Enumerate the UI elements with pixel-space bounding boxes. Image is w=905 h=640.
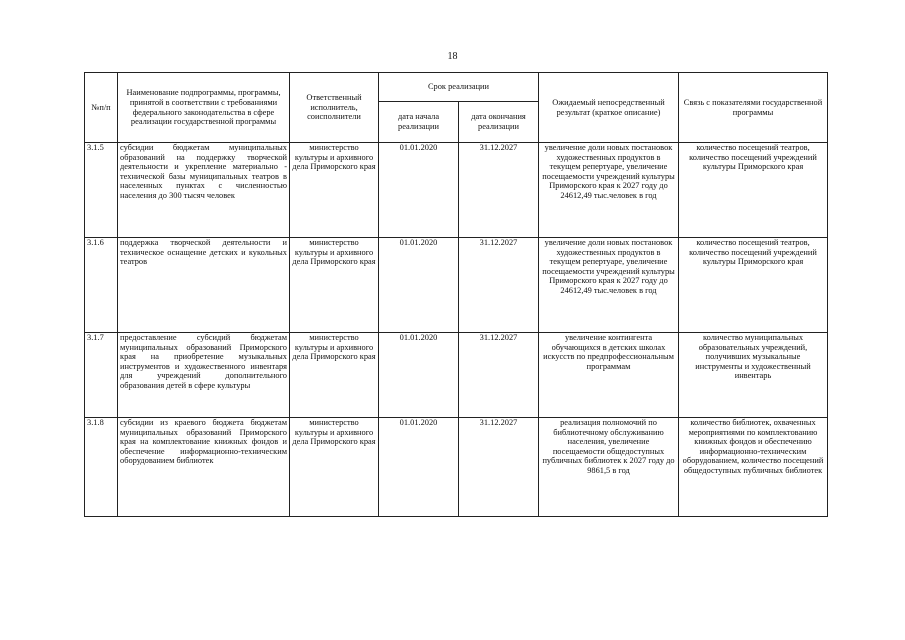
row-end: 31.12.2027 [459,143,539,238]
row-link: количество библиотек, охваченных мероприятиями по комплектованию книжных фондов и обеспечению информационно-техническим оборудованием, количество посещений общедоступных публичных библиотек [679,418,828,517]
row-num: 3.1.6 [85,238,118,333]
row-start: 01.01.2020 [379,143,459,238]
row-executor: министерство культуры и архивного дела Приморского края [290,418,379,517]
header-start: дата начала реализации [379,102,459,143]
row-num: 3.1.7 [85,333,118,418]
row-start: 01.01.2020 [379,238,459,333]
row-result: увеличение доли новых постановок художественных продуктов в текущем репертуаре, увеличение посещаемости учреждений культуры Приморского края к 2027 году до 24612,49 тыс.человек в год [539,238,679,333]
row-num: 3.1.5 [85,143,118,238]
row-end: 31.12.2027 [459,333,539,418]
row-start: 01.01.2020 [379,333,459,418]
header-link: Связь с показателями государственной программы [679,73,828,143]
row-link: количество посещений театров, количество посещений учреждений культуры Приморского края [679,238,828,333]
row-result: увеличение доли новых постановок художественных продуктов в текущем репертуаре, увеличение посещаемости учреждений культуры Приморского края к 2027 году до 24612,49 тыс.человек в год [539,143,679,238]
row-name: поддержка творческой деятельности и техническое оснащение детских и кукольных театров [118,238,290,333]
row-executor: министерство культуры и архивного дела Приморского края [290,333,379,418]
row-link: количество муниципальных образовательных учреждений, получивших музыкальные инструменты и художественный инвентарь [679,333,828,418]
row-name: предоставление субсидий бюджетам муниципальных образований Приморского края на приобретение музыкальных инструментов и художественного инвентаря для учреждений дополнительного образования детей в сфере культуры [118,333,290,418]
row-end: 31.12.2027 [459,418,539,517]
header-end: дата окончания реализации [459,102,539,143]
header-result: Ожидаемый непосредственный результат (краткое описание) [539,73,679,143]
row-result: увеличение контингента обучающихся в детских школах искусств по предпрофессиональным программам [539,333,679,418]
row-link: количество посещений театров, количество посещений учреждений культуры Приморского края [679,143,828,238]
table-row [85,143,828,238]
program-table [84,72,828,517]
table-header [85,73,828,143]
row-result: реализация полномочий по библиотечному обслуживанию населения, увеличение посещаемости общедоступных публичных библиотек к 2027 году до 9861,5 в год [539,418,679,517]
row-name: субсидии бюджетам муниципальных образований на поддержку творческой деятельности и укрепление материально - технической базы муниципальных театров в населенных пунктах с численностью населения до 300 тысяч человек [118,143,290,238]
table-row [85,418,828,517]
row-start: 01.01.2020 [379,418,459,517]
header-term: Срок реализации [379,73,539,102]
row-name: субсидии из краевого бюджета бюджетам муниципальных образований Приморского края на комплектование книжных фондов и обеспечение информационно-техническим оборудованием библиотек [118,418,290,517]
header-num: №п/п [85,73,118,143]
table-row [85,238,828,333]
row-executor: министерство культуры и архивного дела Приморского края [290,143,379,238]
header-executor: Ответственный исполнитель, соисполнители [290,73,379,143]
table-row [85,333,828,418]
page-number: 18 [447,51,458,62]
header-name: Наименование подпрограммы, программы, принятой в соответствии с требованиями федерального законодательства в сфере реализации государственной программы [118,73,290,143]
row-end: 31.12.2027 [459,238,539,333]
row-executor: министерство культуры и архивного дела Приморского края [290,238,379,333]
row-num: 3.1.8 [85,418,118,517]
